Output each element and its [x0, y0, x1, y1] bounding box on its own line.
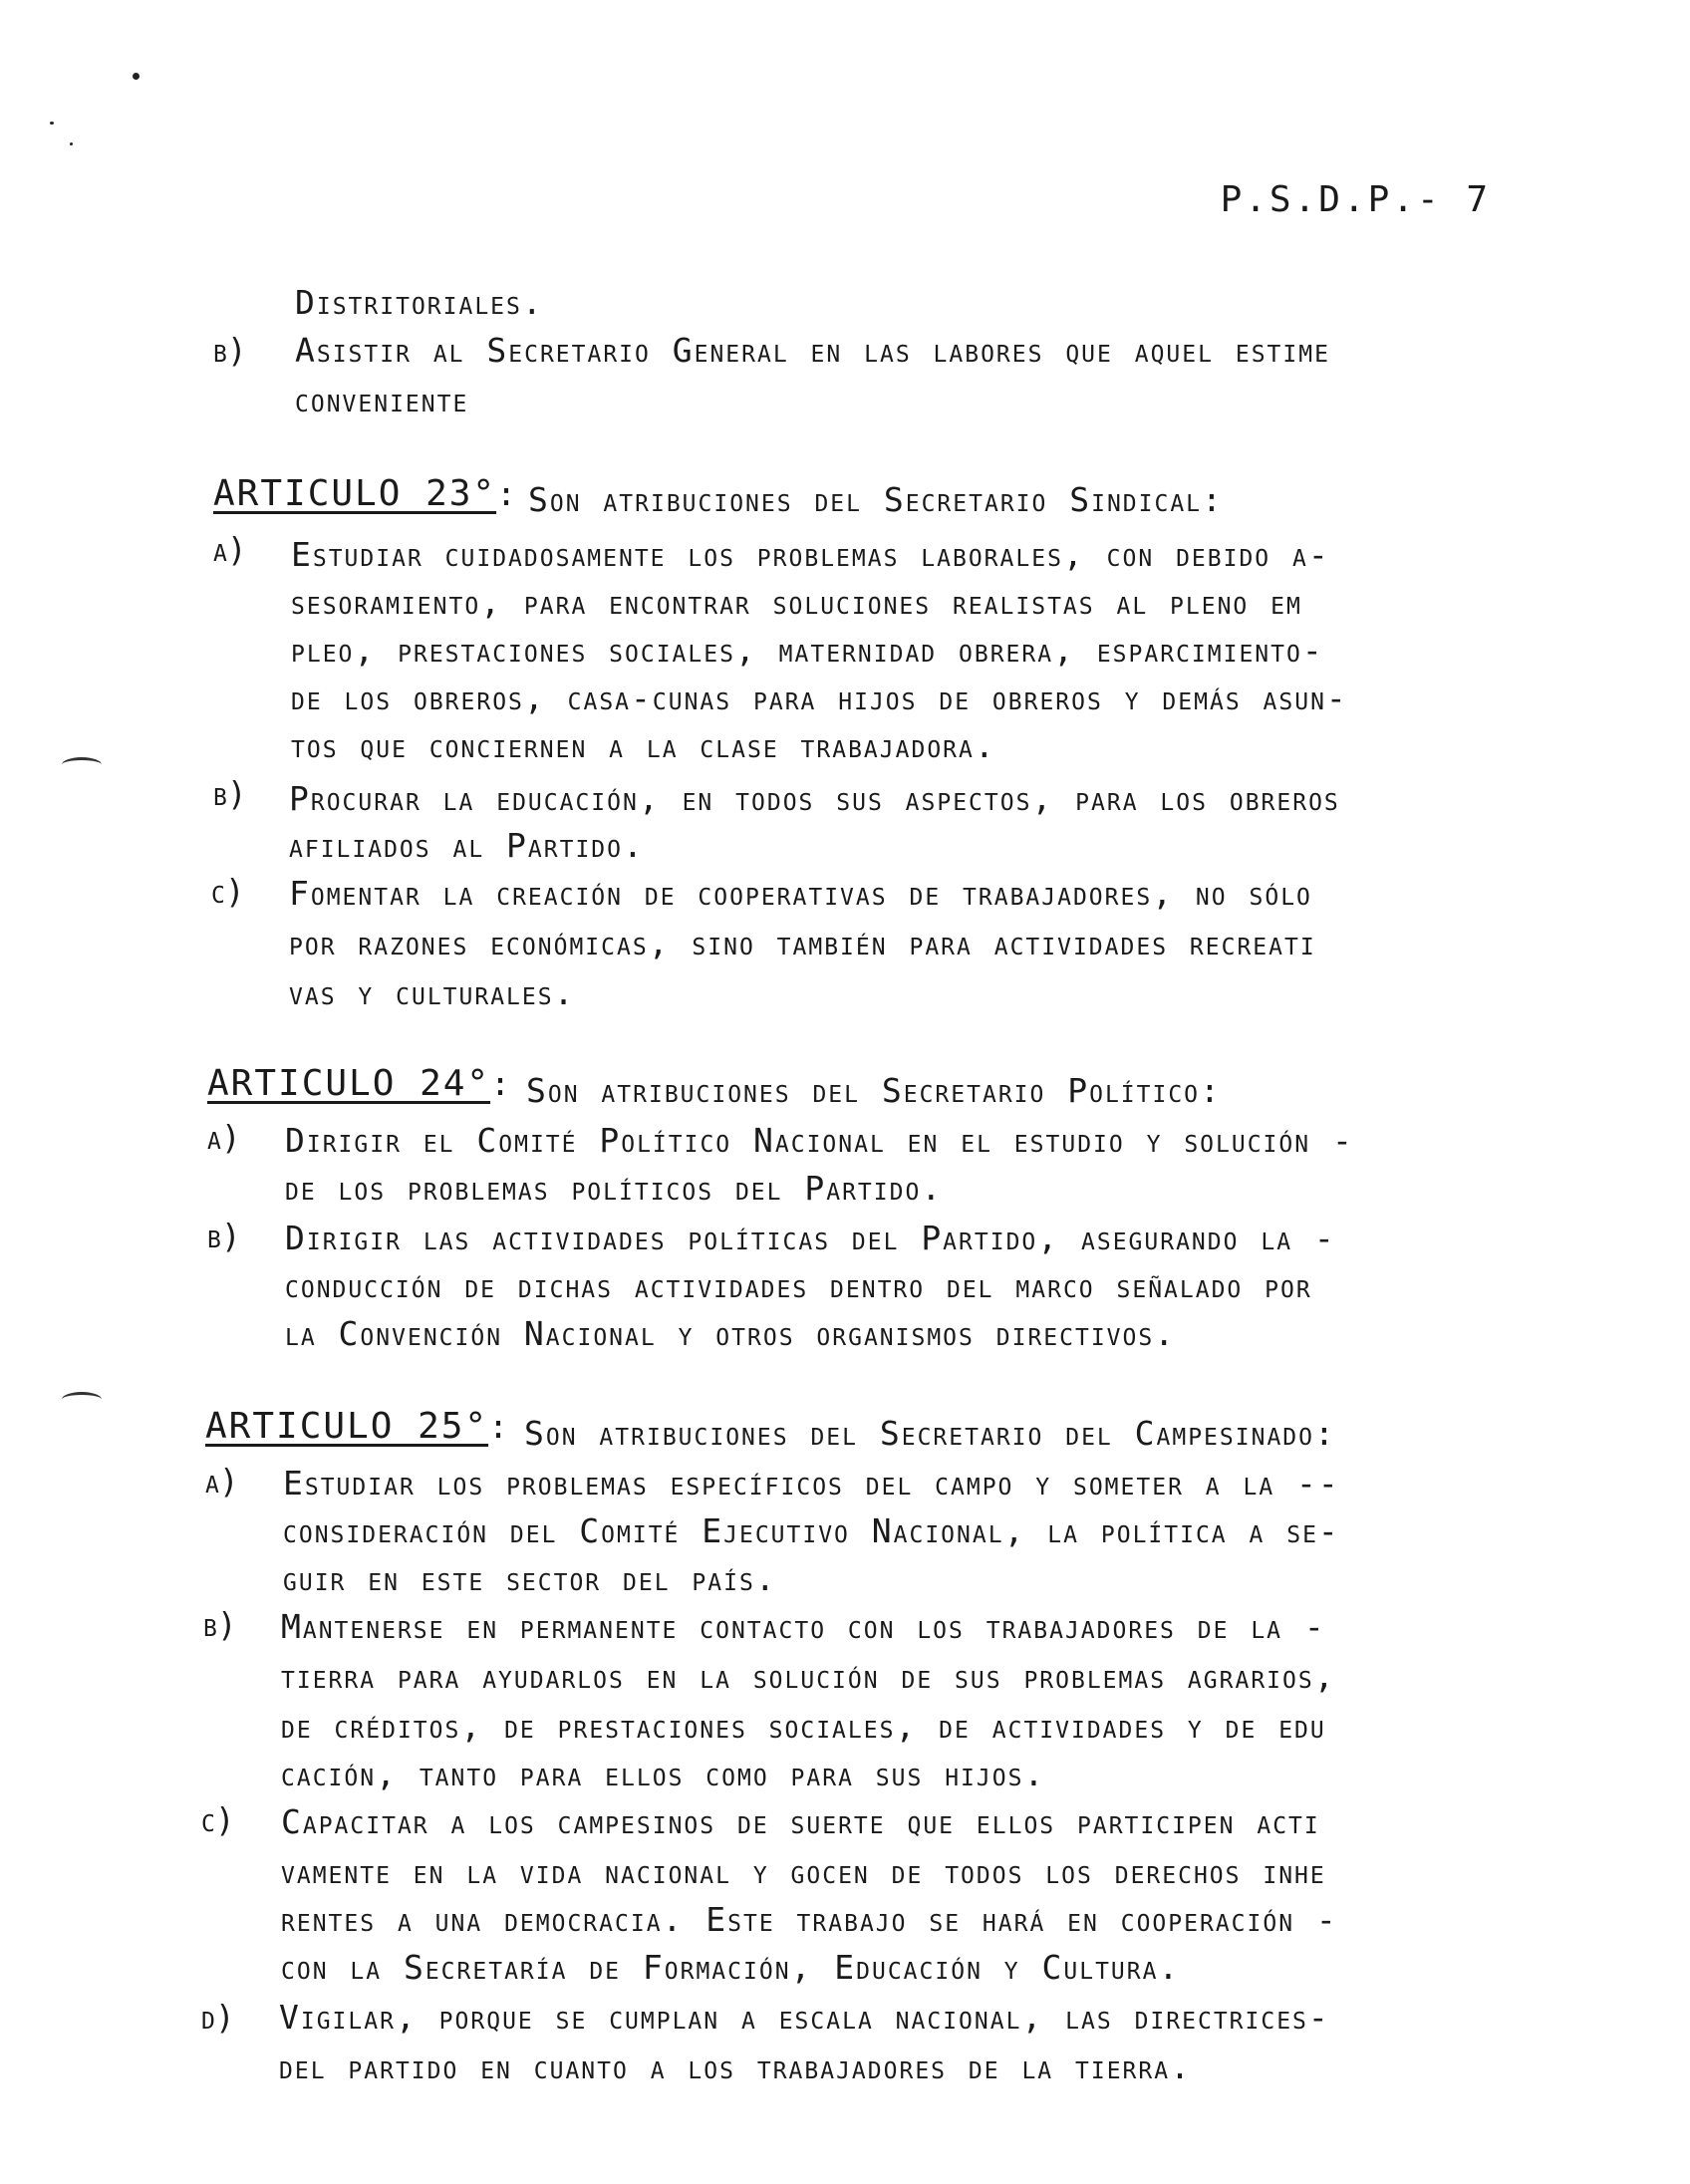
item-line: vamente en la vida nacional y gocen de todos los derechos inhe: [281, 1852, 1326, 1891]
item-line: con la Secretaría de Formación, Educación y Cultura.: [281, 1948, 1181, 1987]
article-label: ARTICULO 23°: [213, 473, 497, 514]
scan-speck: [70, 142, 73, 145]
article-colon: :: [488, 1407, 510, 1446]
item-line: por razones económicas, sino también para actividades recreati: [289, 924, 1316, 962]
continuation-line: Distritoriales.: [295, 283, 544, 322]
item-line: conducción de dichas actividades dentro del marco señalado por: [285, 1266, 1312, 1305]
scan-speck: [50, 122, 54, 125]
article-heading: [207, 1063, 512, 1104]
item-line: Mantenerse en permanente contacto con los trabajadores de la -: [281, 1607, 1326, 1646]
item-marker: a): [205, 1462, 239, 1501]
item-marker: a): [213, 530, 247, 569]
item-line: rentes a una democracia. Este trabajo se hará en cooperación -: [281, 1900, 1338, 1939]
article-intro: Son atribuciones del Secretario del Campesinado:: [524, 1414, 1336, 1453]
article-colon: :: [496, 474, 518, 513]
item-line: del partido en cuanto a los trabajadores de la tierra.: [279, 2048, 1192, 2086]
item-marker: c): [211, 872, 245, 911]
article-heading: [213, 473, 518, 514]
item-marker: b): [203, 1605, 237, 1644]
scan-speck: [133, 73, 140, 80]
article-colon: :: [490, 1064, 512, 1103]
item-line: guir en este sector del país.: [283, 1559, 777, 1598]
item-line: sesoramiento, para encontrar soluciones realistas al pleno em: [291, 583, 1302, 622]
item-line: cación, tanto para ellos como para sus hijos.: [281, 1755, 1046, 1793]
page-reference: P.S.D.P.- 7: [1220, 179, 1491, 220]
item-line: Estudiar los problemas específicos del campo y someter a la --: [283, 1464, 1340, 1502]
item-line: conveniente: [295, 381, 469, 419]
article-label: ARTICULO 25°: [205, 1406, 489, 1447]
item-line: Procurar la educación, en todos sus aspectos, para los obreros: [289, 779, 1340, 818]
item-line: Fomentar la creación de cooperativas de trabajadores, no sólo: [289, 874, 1312, 913]
article-label: ARTICULO 24°: [207, 1063, 491, 1104]
item-marker: a): [207, 1118, 241, 1157]
item-line: la Convención Nacional y otros organismos directivos.: [285, 1314, 1177, 1353]
item-line: de los problemas políticos del Partido.: [285, 1169, 944, 1208]
item-line: de créditos, de prestaciones sociales, de actividades y de edu: [281, 1707, 1326, 1746]
item-line: Asistir al Secretario General en las labores que aquel estime: [295, 331, 1330, 370]
item-line: Dirigir las actividades políticas del Partido, asegurando la -: [285, 1219, 1336, 1257]
item-line: tos que conciernen a la clase trabajadora.: [291, 726, 996, 765]
item-marker: b): [213, 774, 247, 813]
item-marker: b): [213, 331, 247, 370]
item-line: consideración del Comité Ejecutivo Nacional, la política a se-: [283, 1511, 1340, 1550]
item-line: Dirigir el Comité Político Nacional en el estudio y solución -: [285, 1121, 1354, 1160]
item-line: Vigilar, porque se cumplan a escala nacional, las directrices-: [279, 1998, 1330, 2037]
item-line: afiliados al Partido.: [289, 826, 645, 865]
item-line: Estudiar cuidadosamente los problemas laborales, con debido a-: [291, 535, 1330, 574]
item-line: pleo, prestaciones sociales, maternidad obrera, esparcimiento-: [291, 631, 1324, 670]
article-intro: Son atribuciones del Secretario Político:: [526, 1071, 1222, 1110]
item-marker: d): [201, 1998, 235, 2037]
margin-mark: [62, 757, 102, 772]
item-marker: b): [207, 1217, 241, 1255]
item-marker: c): [201, 1800, 235, 1839]
item-line: vas y culturales.: [289, 973, 576, 1012]
margin-mark: [62, 1392, 102, 1407]
item-line: Capacitar a los campesinos de suerte que ellos participen acti: [281, 1802, 1320, 1841]
article-heading: [205, 1406, 510, 1447]
item-line: de los obreros, casa-cunas para hijos de obreros y demás asun-: [291, 679, 1348, 717]
article-intro: Son atribuciones del Secretario Sindical:: [528, 480, 1224, 519]
item-line: tierra para ayudarlos en la solución de sus problemas agrarios,: [281, 1657, 1336, 1696]
